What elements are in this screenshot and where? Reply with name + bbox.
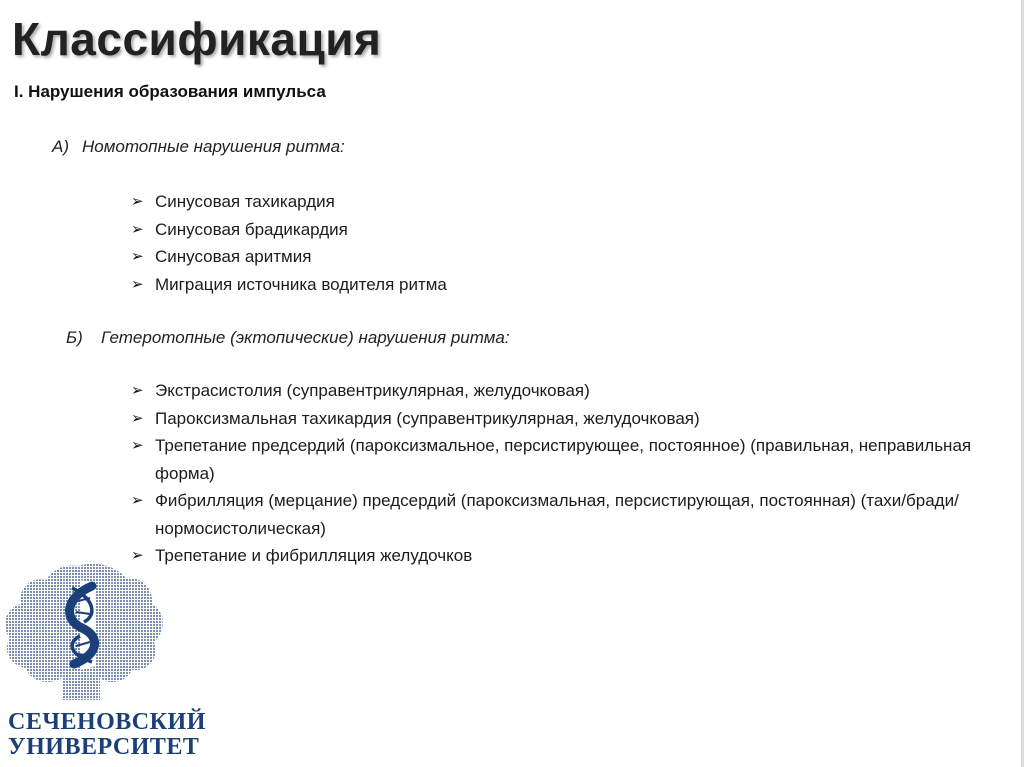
list-item-text: Трепетание предсердий (пароксизмальное, персистирующее, постоянное) (правильная, неправильная форма)	[155, 436, 972, 483]
section-heading: I. Нарушения образования импульса	[14, 82, 326, 101]
arrow-bullet-icon: ➢	[131, 220, 144, 238]
list-item	[131, 432, 1011, 487]
subsection-a-marker: А)	[52, 137, 69, 156]
list-item	[131, 243, 1011, 271]
list-item	[131, 542, 1011, 570]
list-item	[131, 216, 1011, 244]
arrow-bullet-icon: ➢	[131, 492, 144, 509]
list-item-text: Миграция источника водителя ритма	[155, 274, 447, 294]
list-item-text: Синусовая тахикардия	[155, 192, 335, 211]
subsection-b-list	[131, 377, 1011, 570]
list-item-text: Синусовая аритмия	[155, 247, 312, 266]
subsection-a-heading	[52, 137, 345, 157]
arrow-bullet-icon: ➢	[131, 248, 144, 265]
arrow-bullet-icon: ➢	[131, 275, 144, 293]
list-item-text: Трепетание и фибрилляция желудочков	[155, 546, 473, 565]
arrow-bullet-icon: ➢	[131, 193, 144, 210]
list-item-text: Пароксизмальная тахикардия (суправентрикулярная, желудочковая)	[155, 408, 700, 428]
list-item-text: Синусовая брадикардия	[155, 219, 348, 239]
arrow-bullet-icon: ➢	[131, 437, 144, 454]
university-logo	[0, 558, 206, 767]
subsection-b-marker: Б)	[66, 328, 83, 347]
logo-text-line2: УНИВЕРСИТЕТ	[8, 734, 200, 760]
list-item	[131, 271, 1011, 299]
subsection-a-text: Номотопные нарушения ритма:	[82, 137, 345, 156]
arrow-bullet-icon: ➢	[131, 382, 144, 399]
list-item	[131, 188, 1011, 216]
list-item	[131, 487, 1011, 542]
slide-title: Классификация	[12, 13, 382, 65]
list-item	[131, 405, 1011, 433]
subsection-b-heading	[66, 328, 510, 348]
subsection-b-text: Гетеротопные (эктопические) нарушения ритма:	[101, 328, 510, 347]
dna-tree-logo-icon	[0, 558, 170, 708]
list-item-text: Экстрасистолия (суправентрикулярная, желудочковая)	[155, 381, 590, 400]
subsection-a-list	[131, 188, 1011, 298]
list-item-text: Фибрилляция (мерцание) предсердий (пароксизмальная, персистирующая, постоянная) (тахи/бради/нормосистолическая)	[155, 491, 959, 538]
list-item	[131, 377, 1011, 405]
arrow-bullet-icon: ➢	[131, 409, 144, 427]
arrow-bullet-icon: ➢	[131, 547, 144, 564]
logo-text-line1: СЕЧЕНОВСКИЙ	[8, 709, 206, 735]
